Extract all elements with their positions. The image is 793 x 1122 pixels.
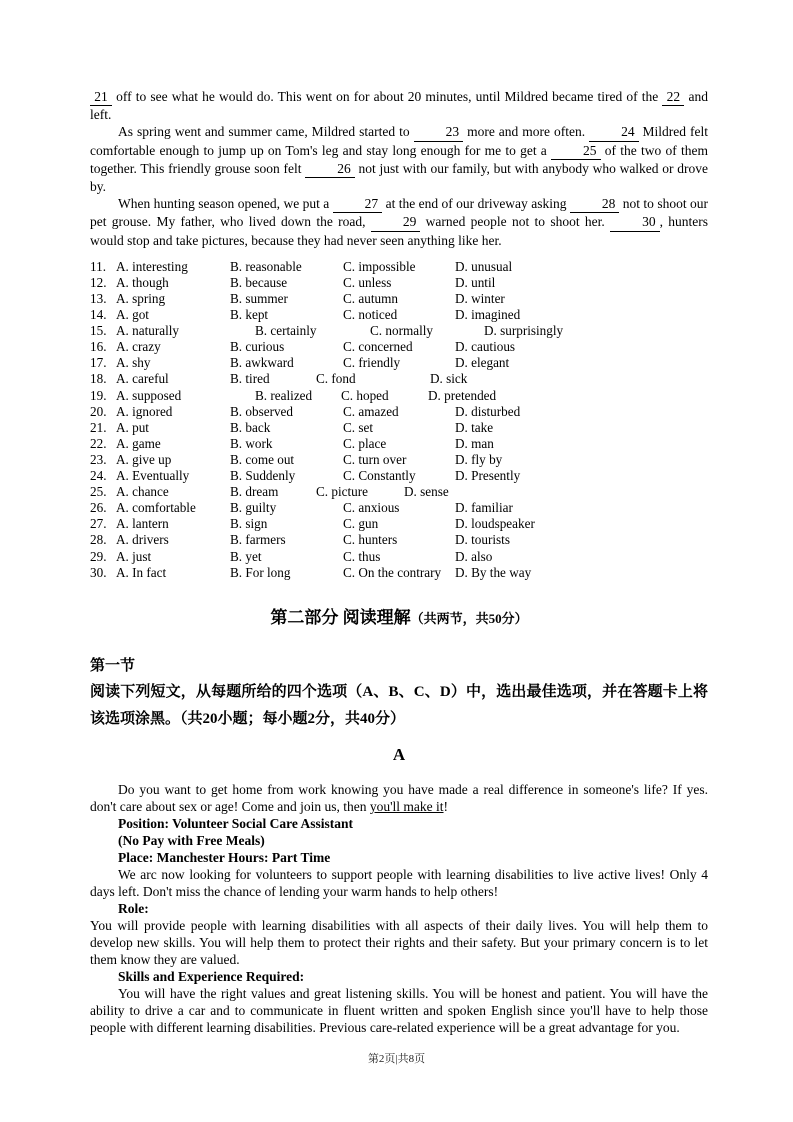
part-one-label: 第一节 (90, 657, 136, 674)
question-options-row (90, 436, 708, 452)
option-c: C. set (343, 419, 374, 435)
option-b: B. because (230, 274, 288, 290)
paragraph (90, 781, 708, 815)
option-a: A. just (116, 548, 152, 564)
option-b: B. yet (230, 548, 262, 564)
option-d: D. pretended (428, 387, 497, 403)
option-c: C. turn over (343, 451, 407, 467)
paragraph (90, 900, 708, 917)
question-number: 30. (90, 564, 107, 580)
text-run: not just with our family, but with anybody who walked or drove by. (90, 160, 709, 195)
question-number: 15. (90, 323, 107, 339)
text-run: more and more often. (463, 124, 590, 140)
question-number: 27. (90, 516, 107, 532)
passage-a-label: A (392, 744, 406, 764)
option-d: D. man (455, 435, 494, 451)
text-run: warned people not to shoot her. (420, 214, 611, 230)
text-run: at the end of our driveway asking (382, 196, 570, 212)
question-number: 14. (90, 307, 107, 323)
option-d: D. winter (455, 291, 505, 307)
paragraph (90, 917, 708, 968)
option-c: C. picture (316, 484, 369, 500)
option-a: A. Eventually (116, 468, 190, 484)
option-a: A. crazy (116, 339, 161, 355)
question-number: 13. (90, 291, 107, 307)
option-c: C. anxious (343, 500, 400, 516)
option-a: A. comfortable (116, 500, 196, 516)
option-c: C. unless (343, 274, 392, 290)
option-d: D. elegant (455, 355, 510, 371)
option-c: C. hunters (343, 532, 398, 548)
blank-22: 22 (662, 88, 684, 106)
question-number: 12. (90, 274, 107, 290)
text-run: Position: Volunteer Social Care Assistant (118, 815, 354, 831)
option-b: B. reasonable (230, 258, 302, 274)
text-run: not to shoot our pet grouse. My father, who lived down the road, (90, 196, 708, 230)
option-a: A. give up (116, 451, 172, 467)
option-c: C. gun (343, 516, 379, 532)
question-options-row (90, 355, 708, 371)
option-d: D. imagined (455, 307, 521, 323)
blank-28: 28 (570, 195, 620, 213)
text-run: ! (443, 798, 449, 814)
option-d: D. also (455, 548, 493, 564)
question-number: 18. (90, 371, 107, 387)
question-number: 23. (90, 451, 107, 467)
paragraph (90, 88, 708, 123)
question-number: 26. (90, 500, 107, 516)
question-options-row (90, 452, 708, 468)
option-d: D. cautious (455, 339, 516, 355)
paragraph (90, 123, 708, 195)
reading-instructions: 阅读下列短文，从每题所给的四个选项（A、B、C、D）中，选出最佳选项，并在答题卡上将该选项涂黑。（共20小题；每小题2分，共40分） (90, 683, 708, 727)
passage-a (90, 781, 708, 1036)
text-run: Mildred felt comfortable enough to jump up on Tom's leg and stay long enough for me to get a (90, 124, 708, 158)
option-c: C. friendly (343, 355, 401, 371)
paragraph (90, 849, 708, 866)
option-a: A. supposed (116, 387, 182, 403)
option-c: C. concerned (343, 339, 413, 355)
option-a: A. interesting (116, 258, 188, 274)
question-number: 16. (90, 339, 107, 355)
option-a: A. spring (116, 291, 166, 307)
question-options-row (90, 388, 708, 404)
option-c: C. hoped (341, 387, 389, 403)
blank-25: 25 (551, 142, 601, 160)
option-a: A. In fact (116, 564, 167, 580)
paragraph (90, 866, 708, 900)
option-d: D. unusual (455, 258, 513, 274)
option-a: A. shy (116, 355, 151, 371)
blank-23: 23 (414, 123, 464, 141)
question-options-row (90, 516, 708, 532)
option-c: C. noticed (343, 307, 398, 323)
question-number: 20. (90, 403, 107, 419)
option-b: B. tired (230, 371, 270, 387)
option-b: B. realized (255, 387, 313, 403)
paragraph (90, 832, 708, 849)
option-b: B. back (230, 419, 271, 435)
question-options-row (90, 339, 708, 355)
question-options-row (90, 371, 708, 387)
option-a: A. game (116, 435, 161, 451)
option-d: D. sick (430, 371, 468, 387)
question-number: 24. (90, 468, 107, 484)
option-a: A. lantern (116, 516, 169, 532)
option-c: C. amazed (343, 403, 399, 419)
option-d: D. disturbed (455, 403, 521, 419)
option-b: B. kept (230, 307, 269, 323)
underlined-text: you'll make it (369, 798, 444, 814)
option-c: C. normally (370, 323, 434, 339)
option-d: D. loudspeaker (455, 516, 535, 532)
blank-21: 21 (90, 88, 112, 106)
cloze-options-list (90, 259, 708, 581)
question-number: 28. (90, 532, 107, 548)
question-options-row (90, 275, 708, 291)
blank-24: 24 (589, 123, 639, 141)
option-a: A. careful (116, 371, 169, 387)
text-run: We arc now looking for volunteers to support people with learning disabilities to live active lives! Only 4 days left. Don't miss the chance of lending your warm hands to help others! (90, 866, 708, 899)
option-d: D. By the way (455, 564, 532, 580)
question-number: 11. (90, 258, 106, 274)
section-title-main: 第二部分 阅读理解 (270, 607, 411, 627)
text-run: Do you want to get home from work knowing you have made a real difference in someone's life? If yes. don't care about sex or age! Come and join us, then (90, 781, 708, 814)
question-options-row (90, 307, 708, 323)
option-b: B. Suddenly (230, 468, 296, 484)
option-b: B. dream (230, 484, 279, 500)
option-a: A. drivers (116, 532, 169, 548)
question-options-row (90, 565, 708, 581)
question-options-row (90, 291, 708, 307)
question-options-row (90, 484, 708, 500)
text-run: Role: (118, 900, 149, 916)
blank-27: 27 (333, 195, 383, 213)
question-options-row (90, 259, 708, 275)
question-number: 25. (90, 484, 107, 500)
option-c: C. Constantly (343, 468, 416, 484)
text-run: off to see what he would do. This went on for about 20 minutes, until Mildred became tired of the (112, 89, 663, 104)
blank-29: 29 (371, 213, 421, 231)
paragraph (90, 968, 708, 985)
option-d: D. fly by (455, 451, 503, 467)
blank-30: 30 (610, 213, 660, 231)
question-options-row (90, 500, 708, 516)
question-number: 22. (90, 435, 107, 451)
question-options-row (90, 404, 708, 420)
blank-26: 26 (305, 160, 355, 178)
text-run: of the two of them together. This friendly grouse soon felt (90, 142, 708, 176)
option-c: C. fond (316, 371, 356, 387)
question-number: 19. (90, 387, 107, 403)
question-number: 21. (90, 419, 107, 435)
option-c: C. On the contrary (343, 564, 442, 580)
text-run: and left. (90, 89, 708, 123)
option-a: A. ignored (116, 403, 173, 419)
option-a: A. got (116, 307, 149, 323)
question-options-row (90, 420, 708, 436)
paragraph (90, 195, 708, 249)
cloze-passage (90, 88, 708, 249)
option-c: C. impossible (343, 258, 416, 274)
option-b: B. certainly (255, 323, 317, 339)
option-b: B. observed (230, 403, 293, 419)
question-options-row (90, 468, 708, 484)
question-options-row (90, 532, 708, 548)
paragraph (90, 985, 708, 1036)
option-b: B. guilty (230, 500, 277, 516)
option-d: D. Presently (455, 468, 521, 484)
question-options-row (90, 549, 708, 565)
option-b: B. summer (230, 291, 288, 307)
text-run: When hunting season opened, we put a (118, 196, 333, 212)
section-title (90, 603, 708, 628)
option-d: D. tourists (455, 532, 510, 548)
text-run: , hunters would stop and take pictures, because they had never seen anything like her. (90, 214, 708, 248)
question-options-row (90, 323, 708, 339)
option-b: B. curious (230, 339, 285, 355)
option-c: C. place (343, 435, 387, 451)
option-d: D. surprisingly (484, 323, 564, 339)
text-run: You will have the right values and great listening skills. You will be honest and patient. You will have the ability to drive a car and to communicate in fluent written and spoken English since you'll have to help those people with different learning disabilities. Previous care-related experience will be a great advantage for you. (90, 985, 708, 1035)
text-run: Place: Manchester Hours: Part Time (118, 849, 331, 865)
option-c: C. autumn (343, 291, 398, 307)
option-b: B. work (230, 435, 273, 451)
paragraph (90, 815, 708, 832)
question-number: 17. (90, 355, 107, 371)
text-run: (No Pay with Free Meals) (118, 832, 265, 848)
option-d: D. take (455, 419, 494, 435)
question-number: 29. (90, 548, 107, 564)
option-d: D. sense (404, 484, 449, 500)
option-a: A. naturally (116, 323, 179, 339)
text-run: Skills and Experience Required: (118, 968, 305, 984)
text-run: You will provide people with learning disabilities with all aspects of their daily lives. You will help them to develop new skills. You will help them to protect their rights and their safety. But your primary concern is to let them know they are valued. (90, 917, 708, 967)
option-c: C. thus (343, 548, 381, 564)
option-b: B. sign (230, 516, 268, 532)
page-footer: 第2页|共8页 (367, 1053, 426, 1065)
option-d: D. until (455, 274, 496, 290)
option-b: B. For long (230, 564, 291, 580)
option-b: B. farmers (230, 532, 286, 548)
section-title-sub: （共两节，共50分） (410, 610, 528, 626)
option-d: D. familiar (455, 500, 513, 516)
option-b: B. come out (230, 451, 295, 467)
option-a: A. chance (116, 484, 169, 500)
option-a: A. though (116, 274, 169, 290)
option-a: A. put (116, 419, 149, 435)
text-run: As spring went and summer came, Mildred started to (118, 124, 414, 140)
option-b: B. awkward (230, 355, 294, 371)
